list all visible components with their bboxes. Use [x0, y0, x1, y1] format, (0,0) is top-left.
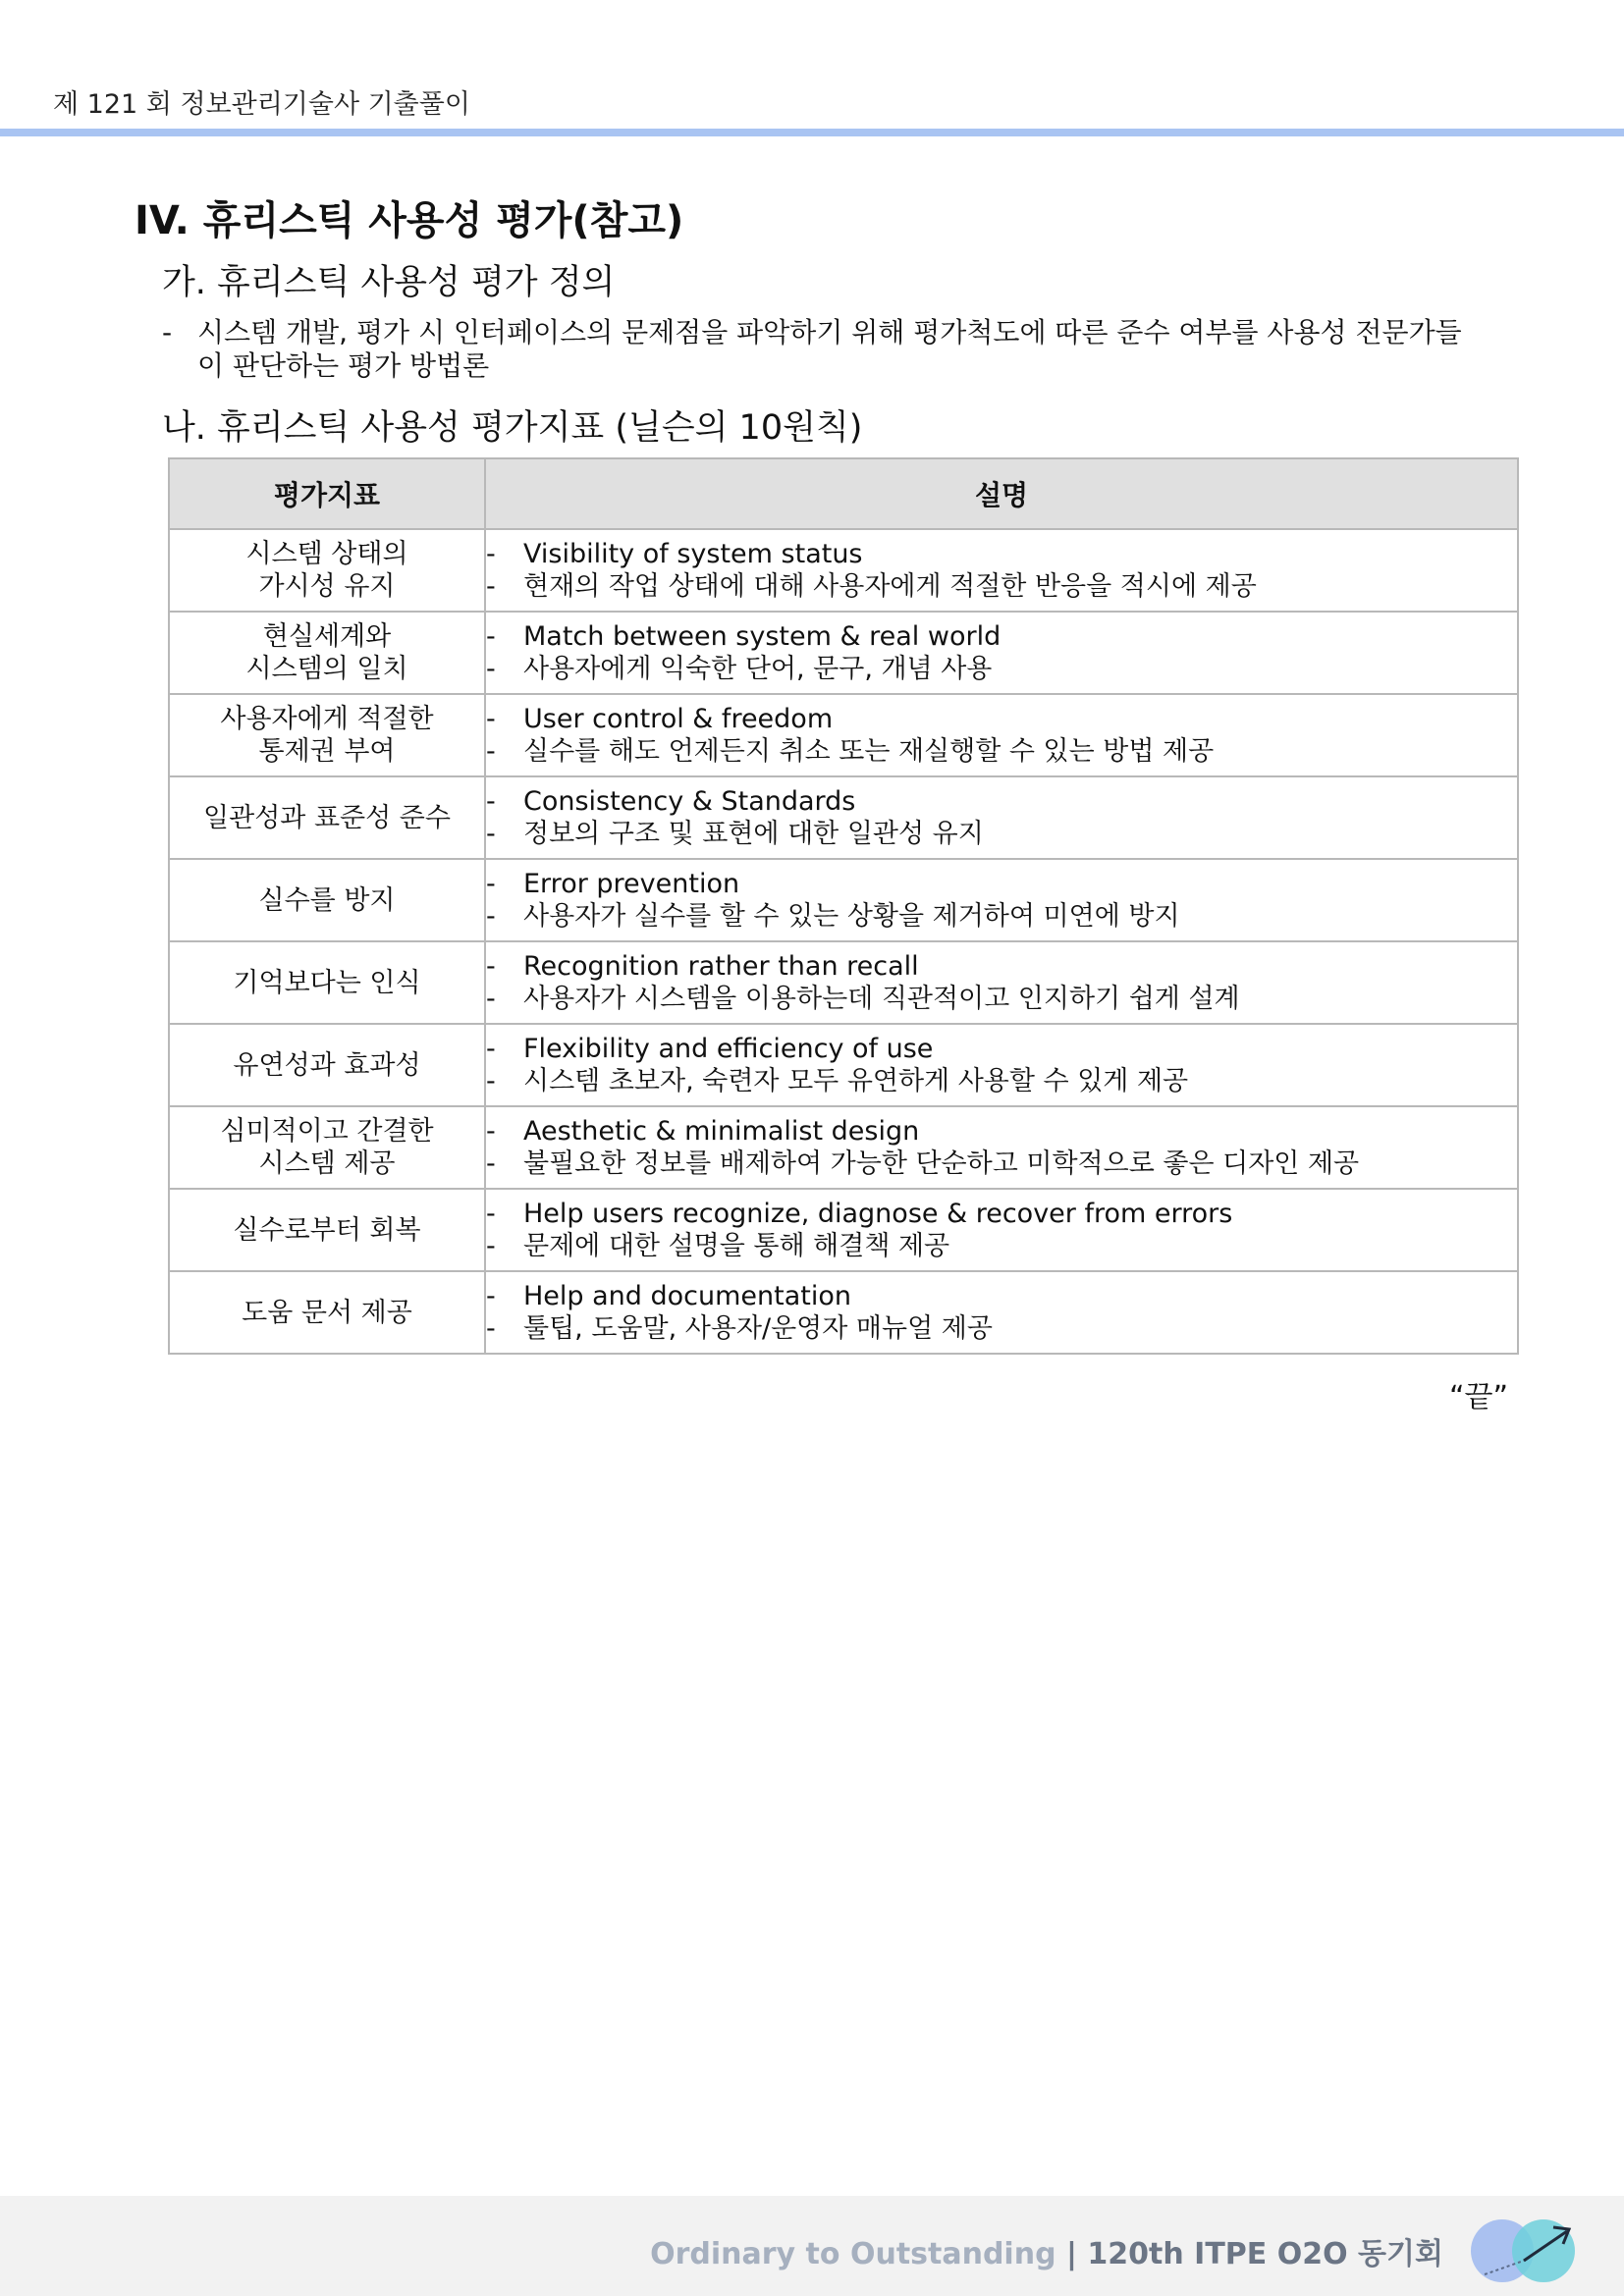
- description-text: Match between system & real world: [523, 621, 1001, 652]
- definition-text: 시스템 개발, 평가 시 인터페이스의 문제점을 파악하기 위해 평가척도에 따른 준수 여부를 사용성 전문가들이 판단하는 평가 방법론: [197, 316, 1462, 382]
- description-english: [486, 785, 1517, 818]
- description-text: 사용자에게 익숙한 단어, 문구, 개념 사용: [523, 654, 993, 684]
- description-korean: [486, 1065, 1517, 1097]
- criterion-cell: 사용자에게 적절한 통제권 부여: [169, 694, 485, 776]
- criterion-cell: 시스템 상태의 가시성 유지: [169, 529, 485, 612]
- bullet-dash: -: [162, 316, 173, 348]
- footer-separator: |: [1056, 2237, 1088, 2271]
- header-rule: [0, 129, 1624, 136]
- description-cell: [485, 776, 1518, 859]
- bullet-dash: -: [486, 704, 496, 734]
- bullet-dash: -: [486, 984, 496, 1014]
- criterion-cell: 도움 문서 제공: [169, 1271, 485, 1354]
- criterion-cell: 실수로부터 회복: [169, 1189, 485, 1271]
- description-cell: [485, 694, 1518, 776]
- bullet-dash: -: [486, 1066, 496, 1096]
- column-header-criterion: 평가지표: [169, 458, 485, 529]
- description-text: 정보의 구조 및 표현에 대한 일관성 유지: [523, 819, 984, 849]
- description-text: 시스템 초보자, 숙련자 모두 유연하게 사용할 수 있게 제공: [523, 1066, 1189, 1096]
- column-header-description: 설명: [485, 458, 1518, 529]
- table-row: [169, 1024, 1518, 1106]
- table-body: [169, 529, 1518, 1354]
- criterion-cell: 유연성과 효과성: [169, 1024, 485, 1106]
- description-text: User control & freedom: [523, 704, 834, 734]
- criterion-cell: 심미적이고 간결한 시스템 제공: [169, 1106, 485, 1189]
- description-cell: [485, 859, 1518, 941]
- description-text: 사용자가 실수를 할 수 있는 상황을 제거하여 미연에 방지: [523, 901, 1180, 932]
- description-text: Flexibility and efficiency of use: [523, 1034, 934, 1064]
- table-row: [169, 694, 1518, 776]
- criterion-cell: 실수를 방지: [169, 859, 485, 941]
- footer-tagline: Ordinary to Outstanding: [650, 2237, 1056, 2271]
- bullet-dash: -: [486, 621, 496, 652]
- bullet-dash: -: [486, 901, 496, 932]
- bullet-dash: -: [486, 869, 496, 899]
- criterion-cell: 현실세계와 시스템의 일치: [169, 612, 485, 694]
- bullet-dash: -: [486, 786, 496, 817]
- description-english: [486, 1280, 1517, 1312]
- description-text: Help and documentation: [523, 1281, 852, 1311]
- description-english: [486, 1198, 1517, 1230]
- page-header: 제 121 회 정보관리기술사 기출풀이: [53, 89, 470, 120]
- footer-org: 120th ITPE O2O 동기회: [1087, 2237, 1443, 2271]
- criteria-title: 나. 휴리스틱 사용성 평가지표 (닐슨의 10원칙): [162, 408, 863, 448]
- table-header-row: [169, 458, 1518, 529]
- description-english: [486, 950, 1517, 983]
- description-english: [486, 868, 1517, 900]
- table-row: [169, 1271, 1518, 1354]
- description-text: 실수를 해도 언제든지 취소 또는 재실행할 수 있는 방법 제공: [523, 736, 1215, 767]
- description-korean: [486, 900, 1517, 933]
- definition-title: 가. 휴리스틱 사용성 평가 정의: [162, 263, 616, 302]
- description-korean: [486, 1230, 1517, 1262]
- definition-bullet: [162, 316, 1468, 383]
- table-row: [169, 1106, 1518, 1189]
- table-row: [169, 1189, 1518, 1271]
- description-english: [486, 703, 1517, 735]
- end-mark: “끝”: [1449, 1380, 1509, 1415]
- description-cell: [485, 1106, 1518, 1189]
- description-cell: [485, 941, 1518, 1024]
- bullet-dash: -: [486, 1281, 496, 1311]
- description-korean: [486, 1312, 1517, 1345]
- footer-text: [650, 2229, 1443, 2272]
- description-english: [486, 538, 1517, 570]
- table-row: [169, 859, 1518, 941]
- bullet-dash: -: [486, 571, 496, 602]
- bullet-dash: -: [486, 1313, 496, 1344]
- description-text: Recognition rather than recall: [523, 951, 919, 982]
- description-cell: [485, 1189, 1518, 1271]
- description-cell: [485, 1024, 1518, 1106]
- description-text: 현재의 작업 상태에 대해 사용자에게 적절한 반응을 적시에 제공: [523, 571, 1257, 602]
- criterion-cell: 기억보다는 인식: [169, 941, 485, 1024]
- bullet-dash: -: [486, 951, 496, 982]
- description-korean: [486, 653, 1517, 685]
- description-english: [486, 1115, 1517, 1148]
- bullet-dash: -: [486, 1116, 496, 1147]
- bullet-dash: -: [486, 1034, 496, 1064]
- description-korean: [486, 735, 1517, 768]
- bullet-dash: -: [486, 1148, 496, 1179]
- description-korean: [486, 570, 1517, 603]
- description-text: Visibility of system status: [523, 539, 863, 569]
- heuristics-table: [168, 457, 1519, 1355]
- description-text: Aesthetic & minimalist design: [523, 1116, 920, 1147]
- description-text: 문제에 대한 설명을 통해 해결책 제공: [523, 1231, 950, 1261]
- description-cell: [485, 612, 1518, 694]
- footer: [0, 2196, 1624, 2296]
- description-text: 사용자가 시스템을 이용하는데 직관적이고 인지하기 쉽게 설계: [523, 984, 1240, 1014]
- description-text: Help users recognize, diagnose & recover from errors: [523, 1199, 1233, 1229]
- arrow-circles-logo-icon: [1465, 2210, 1583, 2288]
- section-title: IV. 휴리스틱 사용성 평가(참고): [135, 198, 684, 243]
- description-text: Error prevention: [523, 869, 740, 899]
- description-korean: [486, 818, 1517, 850]
- bullet-dash: -: [486, 819, 496, 849]
- table-row: [169, 529, 1518, 612]
- bullet-dash: -: [486, 539, 496, 569]
- table-row: [169, 612, 1518, 694]
- table-row: [169, 941, 1518, 1024]
- description-text: 툴팁, 도움말, 사용자/운영자 매뉴얼 제공: [523, 1313, 993, 1344]
- description-text: Consistency & Standards: [523, 786, 856, 817]
- description-cell: [485, 1271, 1518, 1354]
- description-english: [486, 620, 1517, 653]
- description-cell: [485, 529, 1518, 612]
- bullet-dash: -: [486, 654, 496, 684]
- description-english: [486, 1033, 1517, 1065]
- bullet-dash: -: [486, 736, 496, 767]
- description-text: 불필요한 정보를 배제하여 가능한 단순하고 미학적으로 좋은 디자인 제공: [523, 1148, 1360, 1179]
- table-row: [169, 776, 1518, 859]
- criterion-cell: 일관성과 표준성 준수: [169, 776, 485, 859]
- bullet-dash: -: [486, 1231, 496, 1261]
- description-korean: [486, 983, 1517, 1015]
- bullet-dash: -: [486, 1199, 496, 1229]
- description-korean: [486, 1148, 1517, 1180]
